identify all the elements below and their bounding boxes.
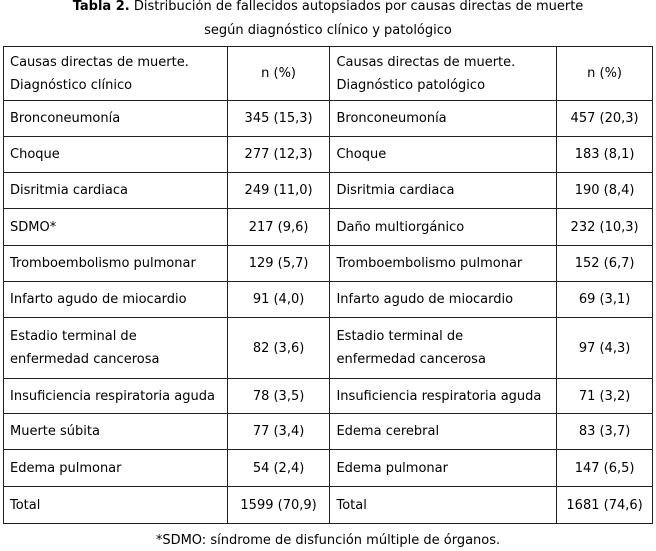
table-row xyxy=(4,246,653,282)
clinical-n-cell: 54 (2,4) xyxy=(227,450,330,487)
table-row xyxy=(4,282,653,318)
table-footnote: *SDMO: síndrome de disfunción múltiple de órganos. xyxy=(155,533,501,548)
pathological-total-label: Total xyxy=(330,487,557,524)
table-row xyxy=(4,209,653,246)
clinical-cause-cell: Disritmia cardiaca xyxy=(4,173,228,209)
table-label: Tabla 2. xyxy=(72,0,130,14)
table-header-row xyxy=(4,47,653,101)
table-title-part1: Distribución de fallecidos autopsiados por causas directas de muerte xyxy=(129,0,584,14)
clinical-cause-cell: SDMO* xyxy=(4,209,228,246)
table-row xyxy=(4,101,653,137)
clinical-cause-cell: Tromboembolismo pulmonar xyxy=(4,246,228,282)
header-clinical-cause xyxy=(4,47,228,101)
clinical-total-n: 1599 (70,9) xyxy=(227,487,330,524)
clinical-total-label: Total xyxy=(4,487,228,524)
header-clinical-cause-line1: Causas directas de muerte. xyxy=(10,54,189,70)
clinical-n-cell: 129 (5,7) xyxy=(227,246,330,282)
clinical-cause-cell: Infarto agudo de miocardio xyxy=(4,282,228,318)
pathological-n-cell: 97 (4,3) xyxy=(557,318,653,379)
pathological-cause-cell: Choque xyxy=(330,137,557,173)
header-pathological-n: n (%) xyxy=(557,47,653,101)
pathological-total-n: 1681 (74,6) xyxy=(557,487,653,524)
pathological-n-cell: 232 (10,3) xyxy=(557,209,653,246)
clinical-cause-cell: Muerte súbita xyxy=(4,414,228,450)
header-clinical-cause-line2: Diagnóstico clínico xyxy=(10,77,133,93)
table-row xyxy=(4,173,653,209)
clinical-cause-line2: enfermedad cancerosa xyxy=(10,352,160,367)
table-row xyxy=(4,414,653,450)
clinical-cause-cell: Insuficiencia respiratoria aguda xyxy=(4,379,228,414)
table-caption-line1 xyxy=(0,0,656,19)
pathological-cause-cell: Tromboembolismo pulmonar xyxy=(330,246,557,282)
clinical-n-cell: 249 (11,0) xyxy=(227,173,330,209)
table-caption-line2: según diagnóstico clínico y patológico xyxy=(204,23,452,38)
pathological-cause-cell: Edema cerebral xyxy=(330,414,557,450)
clinical-n-cell: 217 (9,6) xyxy=(227,209,330,246)
header-pathological-cause xyxy=(330,47,557,101)
header-pathological-cause-line1: Causas directas de muerte. xyxy=(336,54,516,70)
table-total-row xyxy=(4,487,653,524)
pathological-n-cell: 190 (8,4) xyxy=(557,173,653,209)
pathological-n-cell: 71 (3,2) xyxy=(557,379,653,414)
pathological-cause-line2: enfermedad cancerosa xyxy=(336,352,486,367)
clinical-cause-cell xyxy=(4,318,228,379)
clinical-n-cell: 91 (4,0) xyxy=(227,282,330,318)
clinical-cause-cell: Edema pulmonar xyxy=(4,450,228,487)
pathological-cause-cell xyxy=(330,318,557,379)
clinical-n-cell: 345 (15,3) xyxy=(227,101,330,137)
clinical-n-cell: 82 (3,6) xyxy=(227,318,330,379)
pathological-n-cell: 457 (20,3) xyxy=(557,101,653,137)
table-row xyxy=(4,137,653,173)
table-row xyxy=(4,318,653,379)
clinical-n-cell: 277 (12,3) xyxy=(227,137,330,173)
pathological-cause-cell: Disritmia cardiaca xyxy=(330,173,557,209)
header-clinical-n: n (%) xyxy=(227,47,330,101)
header-pathological-cause-line2: Diagnóstico patológico xyxy=(336,77,486,93)
table-row xyxy=(4,379,653,414)
clinical-n-cell: 78 (3,5) xyxy=(227,379,330,414)
clinical-cause-cell: Choque xyxy=(4,137,228,173)
clinical-n-cell: 77 (3,4) xyxy=(227,414,330,450)
pathological-n-cell: 69 (3,1) xyxy=(557,282,653,318)
pathological-cause-line1: Estadio terminal de xyxy=(336,329,464,344)
pathological-n-cell: 152 (6,7) xyxy=(557,246,653,282)
pathological-cause-cell: Insuficiencia respiratoria aguda xyxy=(330,379,557,414)
pathological-cause-cell: Edema pulmonar xyxy=(330,450,557,487)
table-row xyxy=(4,450,653,487)
clinical-cause-line1: Estadio terminal de xyxy=(10,329,137,344)
mortality-causes-table xyxy=(3,46,653,524)
pathological-n-cell: 183 (8,1) xyxy=(557,137,653,173)
pathological-n-cell: 83 (3,7) xyxy=(557,414,653,450)
clinical-cause-cell: Bronconeumonía xyxy=(4,101,228,137)
pathological-n-cell: 147 (6,5) xyxy=(557,450,653,487)
pathological-cause-cell: Infarto agudo de miocardio xyxy=(330,282,557,318)
pathological-cause-cell: Daño multiorgánico xyxy=(330,209,557,246)
pathological-cause-cell: Bronconeumonía xyxy=(330,101,557,137)
